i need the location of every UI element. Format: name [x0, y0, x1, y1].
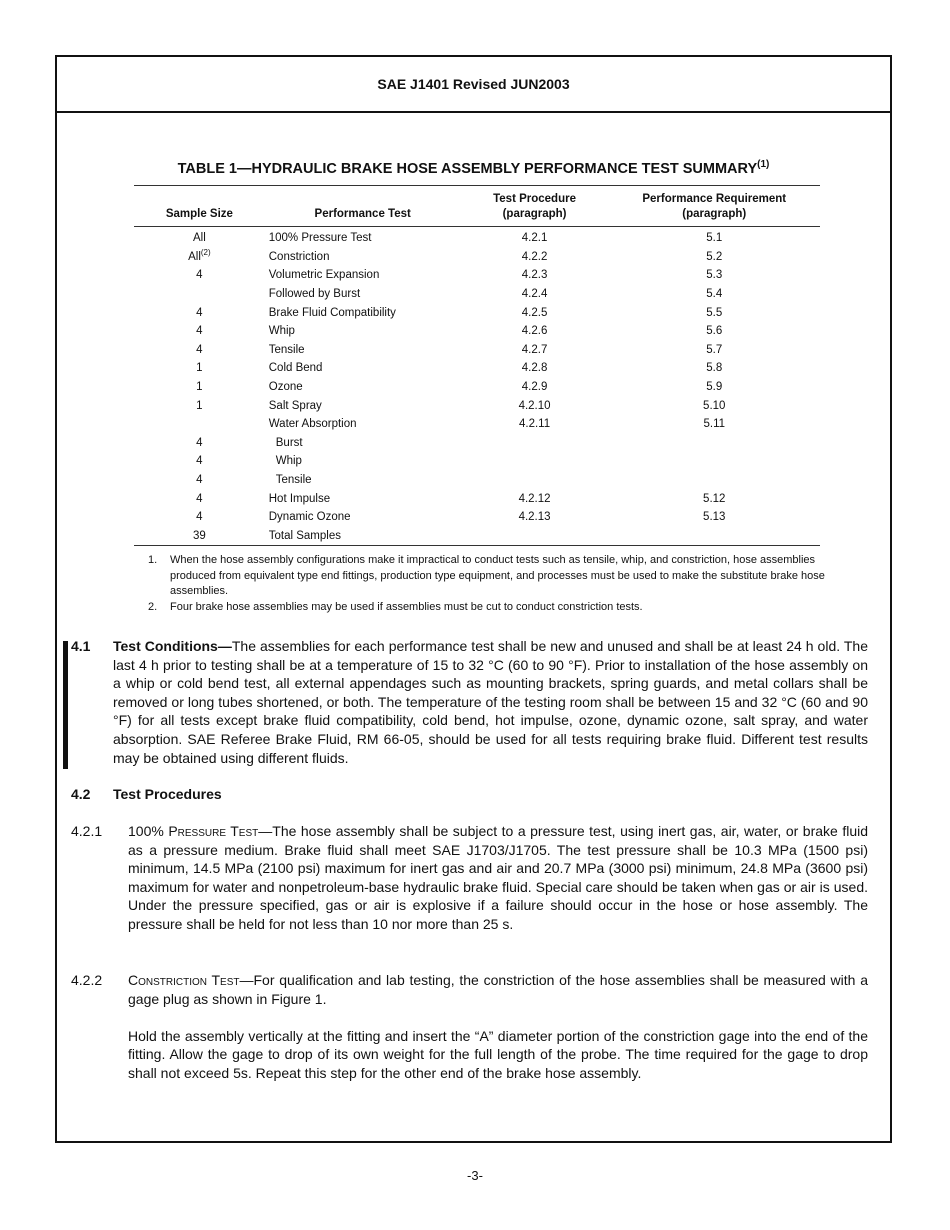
table-row	[134, 285, 820, 304]
table-row	[134, 471, 820, 490]
section-body: 100% Pressure Test—The hose assembly shall be subject to a pressure test, using inert gas, air, water, or brake fluid as a pressure medium. Brake fluid shall meet SAE J1703/J1705. The test pressure shall be 10.3 MPa (1500 psi) minimum, 14.5 MPa (2100 psi) maximum for inert gas and air and 20.7 MPa (3000 psi) minimum, 24.8 MPa (3600 psi) maximum for water and nonpetroleum-base hydraulic brake fluid. Special care should be taken when gas or air is used. Under the pressure specified, gas or air is explosive if a failure should occur in the hose or hose assembly. The pressure shall be held for not less than 10 nor more than 25 s.	[128, 823, 868, 932]
cell-performance-test: Ozone	[268, 381, 303, 394]
cell-performance-test: Tensile	[268, 343, 305, 356]
cell-performance-requirement: 5.1	[706, 232, 723, 245]
section-body: Test Conditions—The assemblies for each performance test shall be new and unused and shall be at least 24 h old. The last 4 h prior to testing shall be at a temperature of 15 to 32 °C (60 to 90 °F). Prior to installation of the hose assembly on a whip or cold bend test, all external appendages such as mounting brackets, spring guards, and metal collars shall be removed or long tubes shortened, or both. The temperature of the testing room shall be between 15 and 32 °C (60 and 90 °F) for all tests except brake fluid compatibility, cold bend, hot impulse, ozone, dynamic ozone, salt spray, and water absorption. SAE Referee Brake Fluid, RM 66-05, should be used for all tests requiring brake fluid. Different test results may be obtained using different fluids.	[113, 638, 869, 766]
cell-performance-test: Cold Bend	[268, 362, 323, 375]
document-title: SAE J1401 Revised JUN2003	[377, 76, 570, 92]
cell-performance-test: Total Samples	[265, 527, 461, 546]
cell-sample-size: 4	[196, 455, 203, 468]
table-row	[134, 452, 820, 471]
cell-performance-test: Burst	[275, 436, 303, 449]
cell-sample-size: 4	[196, 325, 203, 338]
section-heading: Test Procedures	[113, 786, 222, 802]
cell-performance-test: Followed by Burst	[268, 288, 361, 301]
table-row	[134, 396, 820, 415]
cell-sample-size: All	[192, 232, 206, 245]
table-row	[134, 303, 820, 322]
col-header-sample-size: Sample Size	[134, 186, 265, 227]
cell-sample-size: 4	[196, 474, 203, 487]
cell-test-procedure	[461, 452, 609, 471]
cell-performance-requirement: 5.10	[703, 399, 726, 412]
cell-test-procedure: 4.2.10	[518, 399, 551, 412]
cell-test-procedure: 4.2.8	[521, 362, 548, 375]
table-row	[134, 341, 820, 360]
performance-test-summary-table	[134, 185, 820, 546]
table-row	[134, 415, 820, 434]
cell-sample-size: 1	[196, 381, 203, 394]
table-row	[134, 322, 820, 341]
table-row	[134, 508, 820, 527]
cell-test-procedure: 4.2.2	[521, 250, 548, 263]
table-row	[134, 359, 820, 378]
cell-performance-requirement: 5.3	[706, 269, 723, 282]
cell-sample-size	[134, 285, 265, 304]
table-row	[134, 489, 820, 508]
table-title-text: TABLE 1—HYDRAULIC BRAKE HOSE ASSEMBLY PERFORMANCE TEST SUMMARY	[177, 160, 758, 177]
cell-performance-requirement	[609, 471, 821, 490]
cell-sample-size: 4	[196, 511, 203, 524]
cell-performance-requirement	[609, 434, 821, 453]
table-title	[57, 159, 890, 177]
cell-test-procedure	[461, 471, 609, 490]
cell-performance-test: Water Absorption	[268, 418, 357, 431]
cell-test-procedure: 4.2.13	[518, 511, 551, 524]
cell-test-procedure	[461, 527, 609, 546]
cell-performance-requirement: 5.12	[703, 492, 726, 505]
section-4-1	[71, 637, 868, 767]
cell-performance-requirement: 5.6	[706, 325, 723, 338]
cell-test-procedure: 4.2.3	[521, 269, 548, 282]
size-footnote-marker: (2)	[200, 248, 211, 258]
footnote-2: 2. Four brake hose assemblies may be used if assemblies must be cut to conduct constriction tests.	[148, 600, 643, 613]
cell-performance-test: Dynamic Ozone	[268, 511, 351, 524]
cell-test-procedure: 4.2.4	[521, 288, 548, 301]
section-4-2	[71, 785, 868, 804]
col-header-test-procedure: Test Procedure (paragraph)	[461, 186, 609, 227]
cell-performance-requirement: 5.8	[706, 362, 723, 375]
cell-performance-requirement: 5.9	[706, 381, 723, 394]
cell-test-procedure	[461, 434, 609, 453]
cell-performance-requirement	[609, 452, 821, 471]
cell-performance-test: 100% Pressure Test	[268, 232, 372, 245]
cell-performance-requirement: 5.5	[706, 306, 723, 319]
cell-performance-requirement: 5.7	[706, 343, 723, 356]
table-footnotes	[148, 553, 828, 615]
cell-sample-size: 1	[196, 362, 203, 375]
cell-performance-requirement: 5.2	[706, 250, 723, 263]
table-title-footnote: (1)	[757, 159, 770, 170]
cell-sample-size: 4	[196, 306, 203, 319]
cell-test-procedure: 4.2.6	[521, 325, 548, 338]
table-row	[134, 527, 820, 546]
cell-sample-size: 4	[196, 343, 203, 356]
cell-test-procedure: 4.2.1	[521, 232, 548, 245]
col-header-performance-test: Performance Test	[265, 186, 461, 227]
cell-sample-size	[134, 415, 265, 434]
cell-sample-size: 4	[196, 436, 203, 449]
table-row	[134, 434, 820, 453]
cell-performance-test: Brake Fluid Compatibility	[268, 306, 396, 319]
document-header	[57, 57, 890, 113]
cell-performance-requirement: 5.11	[703, 418, 726, 431]
section-4-2-1	[71, 822, 868, 934]
cell-test-procedure: 4.2.5	[521, 306, 548, 319]
section-number: 4.1	[71, 638, 91, 654]
cell-performance-test: Constriction	[268, 250, 330, 263]
table-row	[134, 248, 820, 267]
cell-sample-size: 1	[196, 399, 203, 412]
cell-sample-size: 4	[196, 269, 203, 282]
table-row	[134, 378, 820, 397]
section-number: 4.2.1	[71, 823, 103, 839]
table-row	[134, 227, 820, 248]
table-body	[134, 227, 820, 546]
revision-change-bar	[63, 641, 68, 769]
cell-performance-requirement: 5.4	[706, 288, 723, 301]
cell-test-procedure: 4.2.9	[521, 381, 548, 394]
cell-performance-test: Tensile	[275, 474, 312, 487]
footnote-1: 1. When the hose assembly configurations make it impractical to conduct tests such as tensile, whip, and constriction, hose assemblies produced from equivalent type end fittings, production type equipment, and processes must be used to make the substitute brake hose assemblies.	[148, 554, 825, 597]
cell-performance-test: Salt Spray	[268, 399, 322, 412]
cell-test-procedure: 4.2.7	[521, 343, 548, 356]
cell-performance-test: Volumetric Expansion	[268, 269, 380, 282]
col-header-performance-requirement: Performance Requirement (paragraph)	[609, 186, 821, 227]
cell-sample-size: All$^{(2)}$	[188, 248, 211, 263]
section-body: Constriction Test—For qualification and lab testing, the constriction of the hose assemblies shall be measured with a gage plug as shown in Figure 1. Hold the assembly vertically at the fitting and insert the “A” diameter portion of the constriction gage into the end of the fitting. Allow the gage to drop of its own weight for the full length of the probe. The time required for the gage to drop shall not exceed 5s. Repeat this step for the other end of the brake hose assembly.	[128, 972, 868, 1081]
cell-performance-test: Hot Impulse	[268, 492, 331, 505]
cell-sample-size: 4	[196, 492, 203, 505]
page-frame	[55, 55, 892, 1143]
cell-performance-requirement: 5.13	[703, 511, 726, 524]
section-number: 4.2.2	[71, 972, 103, 988]
section-number: 4.2	[71, 786, 91, 802]
section-paragraph-2: Hold the assembly vertically at the fitting and insert the “A” diameter portion of the constriction gage into the end of the fitting. Allow the gage to drop of its own weight for the full length of the probe. The time required for the gage to drop shall not exceed 5s. Repeat this step for the other end of the brake hose assembly.	[128, 1027, 868, 1081]
table-row	[134, 266, 820, 285]
cell-performance-test: Whip	[275, 455, 302, 468]
page-number: -3-	[467, 1168, 483, 1183]
section-4-2-2	[71, 971, 868, 1083]
table-header-row	[134, 186, 820, 227]
cell-performance-requirement	[609, 527, 821, 546]
cell-sample-size: 39	[134, 527, 265, 546]
cell-test-procedure: 4.2.11	[518, 418, 551, 431]
cell-performance-test: Whip	[268, 325, 295, 338]
cell-test-procedure: 4.2.12	[518, 492, 551, 505]
